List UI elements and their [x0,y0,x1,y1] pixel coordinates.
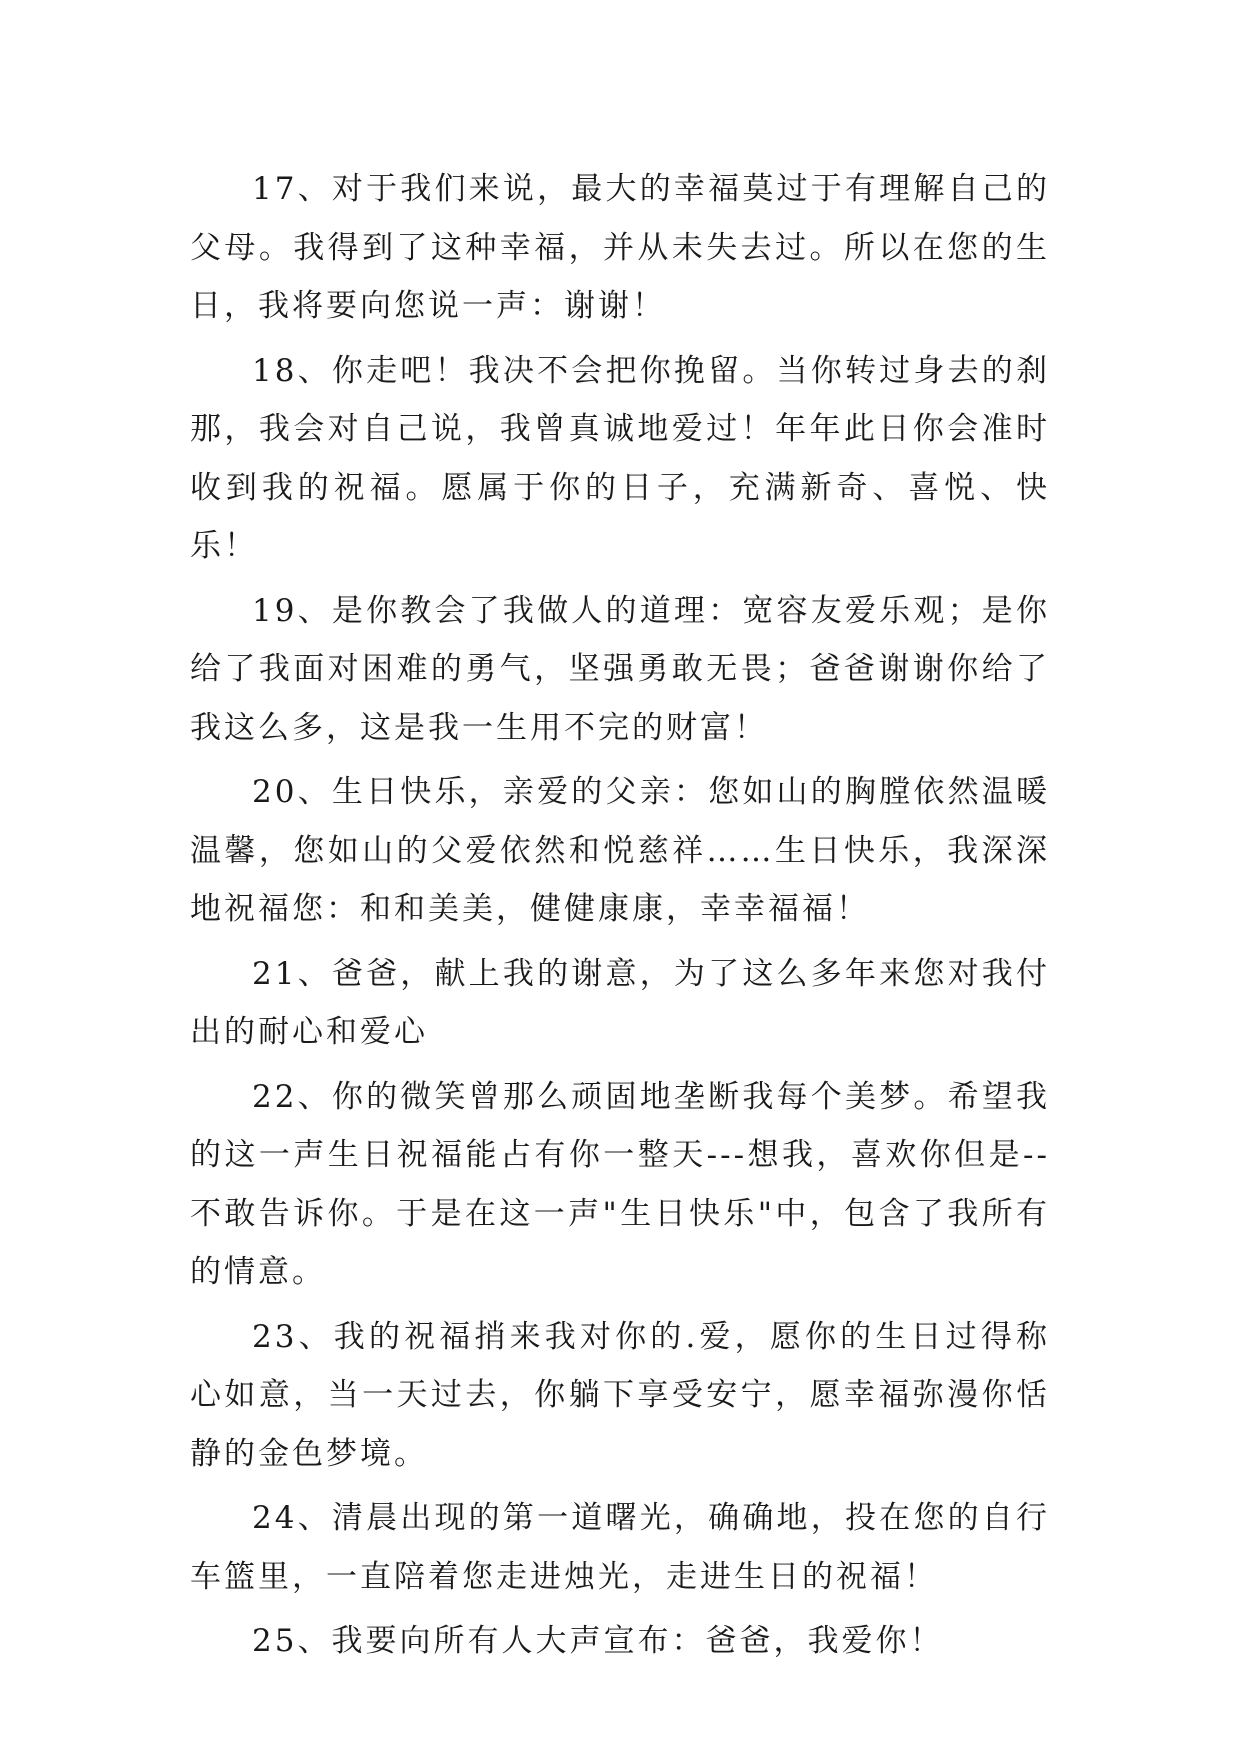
paragraph-20: 20、生日快乐，亲爱的父亲：您如山的胸膛依然温暖温馨，您如山的父爱依然和悦慈祥……生日快乐，我深深地祝福您：和和美美，健健康康，幸幸福福！ [190,774,1050,927]
paragraph-25: 25、我要向所有人大声宣布：爸爸，我爱你！ [252,1623,944,1659]
paragraph-24: 24、清晨出现的第一道曙光，确确地，投在您的自行车篮里，一直陪着您走进烛光，走进生日的祝福！ [190,1500,1050,1595]
paragraph-19: 19、是你教会了我做人的道理：宽容友爱乐观；是你给了我面对困难的勇气，坚强勇敢无畏；爸爸谢谢你给了我这么多，这是我一生用不完的财富！ [190,592,1050,746]
paragraph-22: 22、你的微笑曾那么顽固地垄断我每个美梦。希望我的这一声生日祝福能占有你一整天---想我，喜欢你但是--不敢告诉你。于是在这一声"生日快乐"中，包含了我所有的情意。 [190,1078,1050,1290]
body-text [190,160,1050,1677]
paragraph-18: 18、你走吧！我决不会把你挽留。当你转过身去的刹那，我会对自己说，我曾真诚地爱过！年年此日你会准时收到我的祝福。愿属于你的日子，充满新奇、喜悦、快乐！ [190,352,1050,564]
paragraph-21: 21、爸爸，献上我的谢意，为了这么多年来您对我付出的耐心和爱心 [190,955,1050,1050]
paragraph-17: 17、对于我们来说，最大的幸福莫过于有理解自己的父母。我得到了这种幸福，并从未失去过。所以在您的生日，我将要向您说一声：谢谢！ [190,171,1050,324]
paragraph-23: 23、我的祝福捎来我对你的.爱，愿你的生日过得称心如意，当一天过去，你躺下享受安宁，愿幸福弥漫你恬静的金色梦境。 [190,1318,1050,1472]
